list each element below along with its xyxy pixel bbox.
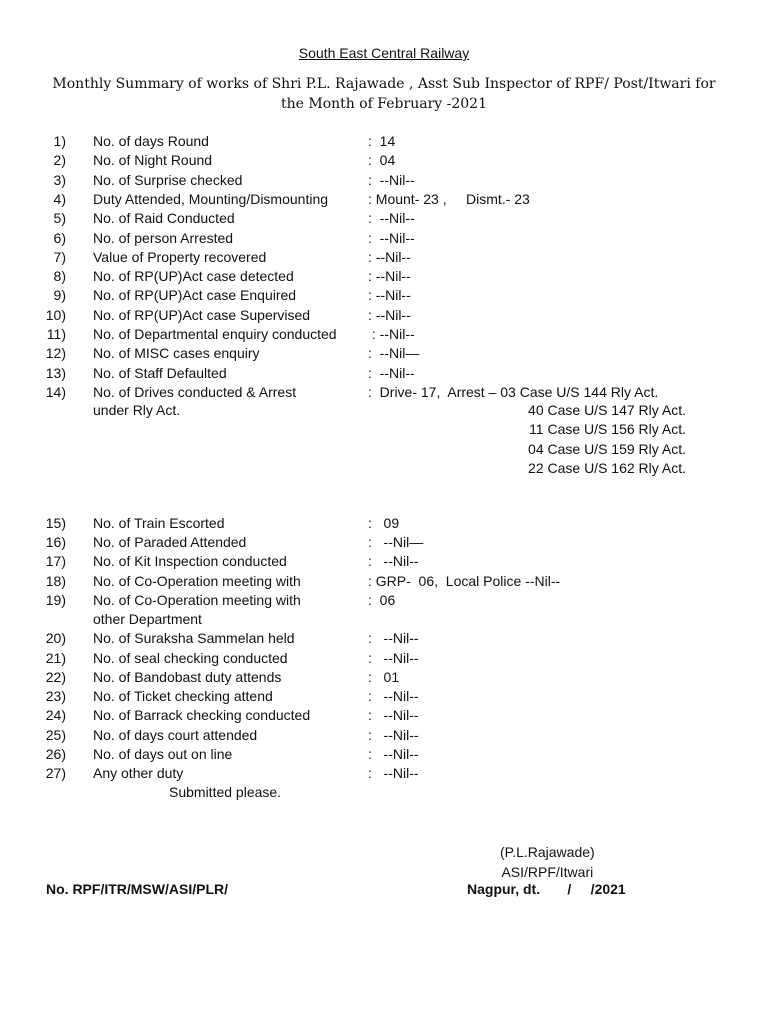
summary-row [0, 572, 768, 591]
document-title [40, 74, 728, 114]
summary-row [0, 591, 768, 610]
row-label: No. of days Round [93, 133, 209, 149]
row-label: No. of Departmental enquiry conducted [93, 326, 337, 342]
row-label: No. of RP(UP)Act case Supervised [93, 306, 311, 323]
row-value: : --Nil-- [368, 630, 419, 646]
row-label: No. of person Arrested [93, 229, 234, 246]
row-number: 18) [45, 573, 66, 589]
row-label: No. of RP(UP)Act case detected [93, 268, 294, 285]
row-number: 12) [45, 345, 66, 362]
case-line: 11 Case U/S 156 Rly Act. [529, 421, 686, 438]
row-value: : 01 [368, 669, 400, 685]
row-value: : 04 [368, 152, 396, 169]
case-line: 40 Case U/S 147 Rly Act. [528, 402, 686, 418]
row-value: : --Nil-- [368, 326, 415, 342]
summary-row [0, 514, 768, 533]
row-label: No. of days court attended [93, 727, 258, 743]
title-line-1: Monthly Summary of works of Shri P.L. Rajawade , Asst Sub Inspector of RPF/ Post/Itwari for [52, 76, 716, 92]
row-label: No. of seal checking conducted [93, 650, 288, 666]
summary-row [0, 286, 768, 305]
row-value: : --Nil-- [368, 688, 419, 704]
row-value: : --Nil— [368, 345, 420, 362]
row-value: : --Nil-- [368, 306, 411, 323]
row-label: No. of Staff Defaulted [93, 364, 227, 381]
row-number: 7) [53, 248, 66, 265]
row-number: 16) [45, 534, 66, 550]
summary-row [0, 209, 768, 228]
row-value: : 06 [368, 592, 396, 608]
row-value: : --Nil-- [368, 553, 419, 569]
row-value: : --Nil-- [368, 171, 415, 188]
row-number: 2) [53, 152, 66, 169]
place-and-date: Nagpur, dt. / /2021 [467, 881, 626, 897]
row-number: 17) [45, 553, 66, 569]
summary-row [0, 171, 768, 190]
summary-row [0, 629, 768, 648]
row-value: : 14 [368, 133, 396, 149]
row-value: : --Nil-- [368, 268, 411, 285]
summary-row [0, 764, 768, 783]
summary-row [0, 132, 768, 151]
row-label: No. of days out on line [93, 746, 233, 762]
summary-row [0, 649, 768, 668]
row-number: 4) [53, 190, 66, 207]
row-value: : --Nil-- [368, 650, 419, 666]
row-number: 21) [45, 650, 66, 666]
row-value: : --Nil-- [368, 727, 419, 743]
row-label: No. of RP(UP)Act case Enquired [93, 287, 297, 304]
summary-row [0, 248, 768, 267]
row-value: : --Nil-- [368, 287, 411, 304]
signature-block [500, 842, 595, 882]
row-value: : --Nil-- [368, 210, 415, 227]
item19-label-continuation: other Department [93, 611, 202, 627]
case-line: 22 Case U/S 162 Rly Act. [528, 460, 686, 477]
summary-row [0, 533, 768, 552]
row-label: Any other duty [93, 765, 184, 781]
title-line-2: the Month of February -2021 [281, 96, 487, 112]
summary-row [0, 383, 768, 402]
submitted-note: Submitted please. [169, 784, 282, 800]
row-value: : --Nil-- [368, 248, 411, 265]
row-number: 10) [45, 306, 66, 323]
summary-row [0, 229, 768, 248]
row-number: 25) [45, 727, 66, 743]
summary-row [0, 306, 768, 325]
item14-case-list [420, 401, 686, 479]
row-label: Value of Property recovered [93, 248, 267, 265]
row-label: No. of Surprise checked [93, 171, 243, 188]
row-value: : 09 [368, 515, 400, 531]
case-line: 04 Case U/S 159 Rly Act. [528, 440, 686, 457]
row-label: No. of Train Escorted [93, 515, 225, 531]
row-number: 24) [45, 707, 66, 723]
row-number: 22) [45, 669, 66, 685]
item14-label-continuation: under Rly Act. [93, 402, 181, 418]
signatory-name: (P.L.Rajawade) [500, 844, 595, 860]
row-number: 15) [45, 515, 66, 531]
reference-number: No. RPF/ITR/MSW/ASI/PLR/ [46, 881, 228, 897]
row-label: Duty Attended, Mounting/Dismounting [93, 190, 329, 207]
row-value: : --Nil-- [368, 707, 419, 723]
row-number: 14) [45, 383, 66, 400]
row-value: : Mount- 23 , Dismt.- 23 [368, 190, 530, 207]
row-number: 5) [53, 210, 66, 227]
row-value: : --Nil— [368, 534, 424, 550]
summary-row [0, 364, 768, 383]
row-value: : Drive- 17, Arrest – 03 Case U/S 144 Rly Act. [368, 383, 659, 400]
row-number: 6) [53, 229, 66, 246]
signatory-designation: ASI/RPF/Itwari [501, 864, 594, 880]
row-label: No. of Drives conducted & Arrest [93, 383, 297, 400]
summary-row [0, 552, 768, 571]
row-number: 13) [45, 364, 66, 381]
row-value: : --Nil-- [368, 765, 419, 781]
row-value: : GRP- 06, Local Police --Nil-- [368, 573, 561, 589]
row-label: No. of Barrack checking conducted [93, 707, 311, 723]
summary-row [0, 267, 768, 286]
row-label: No. of Ticket checking attend [93, 688, 273, 704]
row-label: No. of Co-Operation meeting with [93, 592, 301, 608]
summary-row [0, 668, 768, 687]
row-label: No. of Kit Inspection conducted [93, 553, 287, 569]
summary-row [0, 726, 768, 745]
row-label: No. of Night Round [93, 152, 213, 169]
row-label: No. of MISC cases enquiry [93, 345, 260, 362]
row-number: 20) [45, 630, 66, 646]
summary-row [0, 344, 768, 363]
row-number: 3) [53, 171, 66, 188]
organization-heading: South East Central Railway [298, 45, 470, 61]
row-number: 26) [45, 746, 66, 762]
summary-row [0, 190, 768, 209]
summary-row [0, 151, 768, 170]
row-number: 1) [53, 133, 66, 149]
row-number: 9) [53, 287, 66, 304]
summary-row [0, 706, 768, 725]
row-label: No. of Suraksha Sammelan held [93, 630, 295, 646]
row-value: : --Nil-- [368, 364, 415, 381]
row-number: 27) [45, 765, 66, 781]
summary-row [0, 325, 768, 344]
row-value: : --Nil-- [368, 229, 415, 246]
row-label: No. of Co-Operation meeting with [93, 573, 301, 589]
row-value: : --Nil-- [368, 746, 419, 762]
row-label: No. of Raid Conducted [93, 210, 235, 227]
row-number: 23) [45, 688, 66, 704]
row-label: No. of Paraded Attended [93, 534, 247, 550]
row-number: 8) [53, 268, 66, 285]
row-number: 11) [46, 326, 66, 342]
summary-row [0, 687, 768, 706]
row-label: No. of Bandobast duty attends [93, 669, 282, 685]
summary-row [0, 745, 768, 764]
row-number: 19) [45, 592, 66, 608]
